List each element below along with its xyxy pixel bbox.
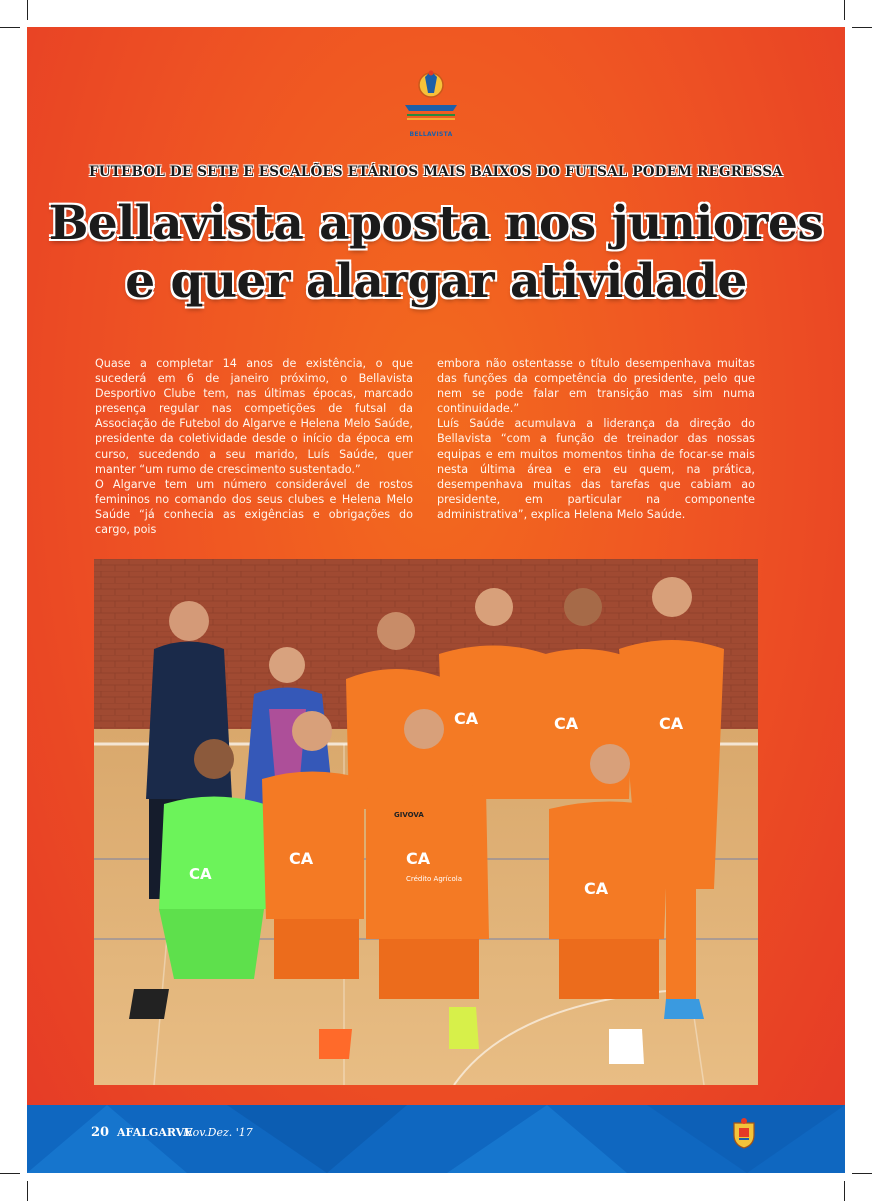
svg-text:Crédito Agrícola: Crédito Agrícola [406,875,462,883]
svg-text:CA: CA [189,865,212,883]
svg-text:CA: CA [554,714,579,733]
article-column-1 [95,356,413,537]
crop-mark [0,1173,20,1174]
headline-line-1: Bellavista aposta nos juniores [48,196,824,251]
crop-mark [844,0,845,20]
svg-text:GIVOVA: GIVOVA [394,811,424,819]
article-paragraph: embora não ostentasse o título desempenhava muitas das funções da competência do presidente, pelo que nem se pode falar em transição mas sim numa continuidade.” [437,357,755,416]
headline-line-2: e quer alargar atividade [125,254,747,309]
afa-crest-icon [731,1117,757,1149]
footer-band [27,1105,845,1173]
svg-text:CA: CA [584,879,609,898]
crop-mark [27,1181,28,1201]
article-paragraph: Quase a completar 14 anos de existência, o que sucederá em 6 de janeiro próximo, o Bellavista Desportivo Clube tem, nas últimas épocas, marcado presença regular nas competições de futsal da Associação de Futebol do Algarve e Helena Melo Saúde, presidente da coletividade desde o início da época em curso, sucedendo a seu marido, Luís Saúde, quer manter “um rumo de crescimento sustentado.” [95,357,413,476]
article-column-2 [437,356,755,522]
svg-text:CA: CA [454,709,479,728]
team-photo [94,559,758,1085]
crop-mark [852,27,872,28]
magazine-page [27,27,845,1173]
club-crest-icon [399,67,463,127]
crop-mark [844,1181,845,1201]
svg-text:CA: CA [659,714,684,733]
logo-name: BELLAVISTA [409,131,453,138]
crop-mark [0,27,20,28]
svg-text:CA: CA [406,849,431,868]
article-paragraph: O Algarve tem um número considerável de rostos femininos no comando dos seus clubes e Helena Melo Saúde “já conhecia as exigências e obrigações do cargo, pois [95,477,413,537]
crop-mark [852,1173,872,1174]
svg-text:CA: CA [289,849,314,868]
page-number: 20 [91,1125,110,1140]
issue-date: Nov.Dez. '17 [183,1126,253,1139]
magazine-name: AFALGARVE [117,1126,193,1139]
article-paragraph: Luís Saúde acumulava a liderança da direção do Bellavista “com a função de treinador das nossas equipas e em muitos momentos tinha de focar-se mais nesta última área e era eu quem, na prática, desempenhava muitas das tarefas que cabiam ao presidente, em particular na componente administrativa”, explica Helena Melo Saúde. [437,417,755,521]
article-kicker: FUTEBOL DE SETE E ESCALÕES ETÁRIOS MAIS BAIXOS DO FUTSAL PODEM REGRESSA [89,164,783,180]
crop-mark [27,0,28,20]
article-headline [27,195,845,311]
